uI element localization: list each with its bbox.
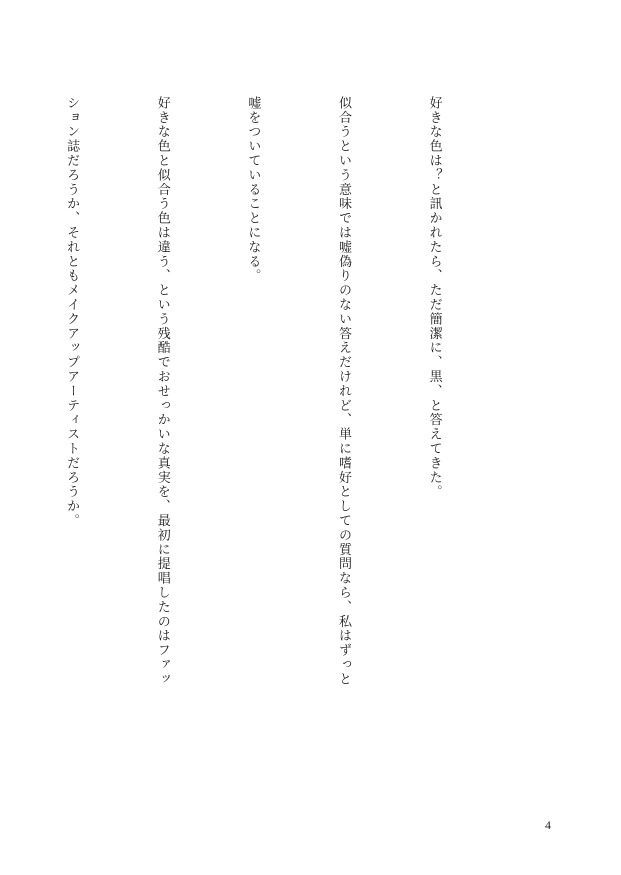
text-line: 好きな色は？と訊かれたら、ただ簡潔に、黒、と答えてきた。	[426, 96, 442, 500]
text-line: ション誌だろうか、それともメイクアップアーティストだろうか。	[64, 96, 80, 528]
text-line: 似合うという意味では嘘偽りのない答えだけれど、単に嗜好としての質問なら、私はずっと	[335, 96, 351, 687]
text-line: 好きな色と似合う色は違う、という残酷でおせっかいな真実を、最初に提唱したのはファッ	[154, 96, 170, 687]
page-number: 4	[545, 818, 551, 832]
vertical-text-body	[0, 96, 509, 796]
text-line: 嘘をついていることになる。	[245, 96, 261, 284]
